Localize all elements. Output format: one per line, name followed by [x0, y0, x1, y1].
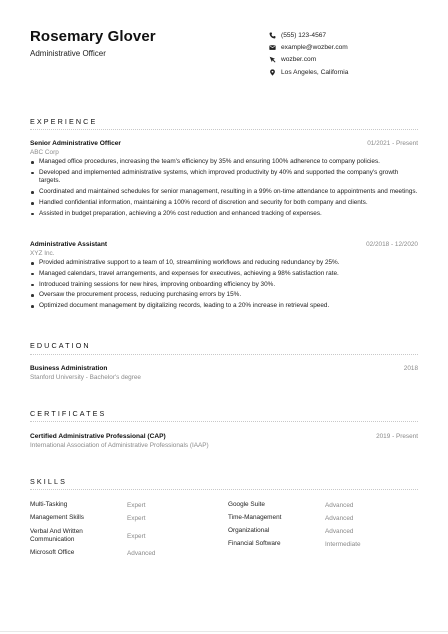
skill-row — [30, 499, 145, 511]
skill-level: Expert — [127, 532, 146, 540]
contact-website — [268, 54, 438, 66]
skill-level: Advanced — [127, 549, 156, 557]
skill-name: Management Skills — [30, 513, 84, 521]
phone-icon — [268, 31, 276, 39]
degree-name: Business Administration — [30, 365, 108, 372]
bullet-item: Developed and implemented administrative systems, which improved productivity by 40% and supported the company's growth targets. — [30, 169, 418, 186]
skill-row — [228, 538, 361, 550]
skill-name: Google Suite — [228, 500, 265, 508]
bullet-item: Assisted in budget preparation, achieving a 20% cost reduction and enhanced tracking of expenses. — [30, 210, 418, 219]
school-name: Stanford University - Bachelor's degree — [30, 374, 141, 381]
skill-row — [30, 547, 155, 559]
job-dates: 01/2021 - Present — [367, 140, 418, 147]
email-icon — [268, 44, 276, 52]
bullet-item: Managed calendars, travel arrangements, and expenses for executives, achieving a 98% satisfaction rate. — [30, 270, 418, 279]
job-role: Administrative Assistant — [30, 241, 108, 248]
contact-phone-text: (555) 123-4567 — [281, 31, 327, 39]
education-divider — [30, 354, 418, 355]
skill-level: Advanced — [325, 514, 354, 522]
job-dates: 02/2018 - 12/2020 — [366, 241, 418, 248]
certificate-dates: 2019 - Present — [376, 433, 418, 440]
skill-level: Expert — [127, 514, 146, 522]
experience-entry — [30, 140, 418, 221]
contact-list — [268, 29, 438, 79]
graduation-year: 2018 — [403, 365, 418, 372]
job-bullets — [30, 158, 418, 218]
skill-name: Time-Management — [228, 513, 282, 521]
bullet-item: Introduced training sessions for new hires, improving onboarding efficiency by 30%. — [30, 281, 418, 290]
job-role: Senior Administrative Officer — [30, 140, 121, 147]
contact-email-text[interactable]: example@wozber.com — [281, 44, 348, 52]
contact-location-text: Los Angeles, California — [281, 68, 349, 76]
skill-level: Advanced — [325, 527, 354, 535]
link-icon — [268, 56, 276, 64]
skills-heading: SKILLS — [30, 477, 67, 486]
bullet-item: Optimized document management by digitalizing records, leading to a 20% increase in retrieval speed. — [30, 302, 418, 311]
contact-website-text[interactable]: wozber.com — [281, 56, 317, 64]
education-entry — [30, 365, 418, 381]
certificate-name: Certified Administrative Professional (CAP) — [30, 433, 166, 440]
skill-row — [228, 512, 353, 524]
candidate-name: Rosemary Glover — [30, 28, 156, 45]
contact-email — [268, 41, 438, 53]
bullet-item: Coordinated and maintained schedules for senior management, resulting in a 99% on-time attendance to appointments and meetings. — [30, 188, 418, 197]
contact-phone — [268, 29, 438, 41]
experience-heading: EXPERIENCE — [30, 117, 98, 126]
skill-row — [228, 499, 353, 511]
skill-row — [228, 525, 353, 537]
certificates-heading: CERTIFICATES — [30, 409, 107, 418]
skill-name: Financial Software — [228, 539, 281, 547]
skill-row — [30, 512, 145, 524]
experience-divider — [30, 129, 418, 130]
certificate-entry — [30, 433, 418, 449]
bullet-item: Oversaw the procurement process, reducing purchasing errors by 15%. — [30, 291, 418, 300]
job-bullets — [30, 259, 418, 311]
experience-entry — [30, 241, 418, 313]
page-bottom-border — [0, 631, 448, 632]
contact-location — [268, 66, 438, 78]
skills-divider — [30, 489, 418, 490]
skill-name: Verbal And Written Communication — [30, 527, 83, 543]
education-heading: EDUCATION — [30, 341, 91, 350]
skill-row — [30, 526, 145, 546]
certificates-divider — [30, 421, 418, 422]
location-icon — [268, 68, 276, 76]
skill-name: Organizational — [228, 526, 270, 534]
skill-level: Expert — [127, 501, 146, 509]
skill-name: Microsoft Office — [30, 548, 75, 556]
certificate-issuer: International Association of Administrative Professionals (IAAP) — [30, 442, 209, 449]
skill-name: Multi-Tasking — [30, 500, 68, 508]
candidate-title: Administrative Officer — [30, 49, 106, 58]
job-company: ABC Corp — [30, 149, 59, 156]
job-company: XYZ Inc. — [30, 250, 55, 257]
skill-level: Advanced — [325, 501, 354, 509]
bullet-item: Managed office procedures, increasing the team's efficiency by 35% and ensuring 100% adherence to company policies. — [30, 158, 418, 167]
skill-level: Intermediate — [325, 540, 361, 548]
bullet-item: Handled confidential information, maintaining a 100% record of discretion and security for both company and clients. — [30, 199, 418, 208]
bullet-item: Provided administrative support to a team of 10, streamlining workflows and reducing redundancy by 25%. — [30, 259, 418, 268]
